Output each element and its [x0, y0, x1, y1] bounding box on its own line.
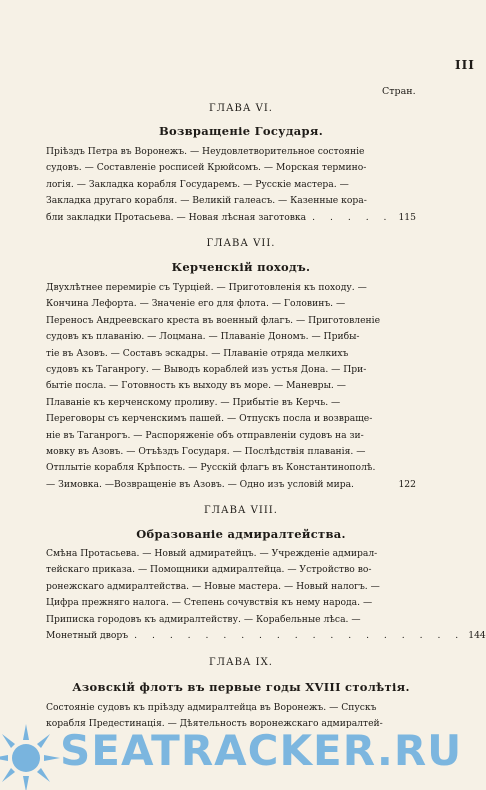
chapter-6-line: Закладка другаго корабля. — Великій галеасъ. — Казенные кора-: [46, 195, 367, 207]
chapter-7-line: Переговоры съ керченскимъ пашей. — Отпускъ посла и возвраще-: [46, 413, 373, 425]
chapter-6-line: Пріѣздъ Петра въ Воронежъ. — Неудовлетворительное состояніе: [46, 146, 365, 157]
chapter-7-last-line: [46, 477, 416, 493]
chapter-8-line: Приписка городовъ къ адмиралтейству. — Корабельные лѣса. —: [46, 613, 361, 625]
chapter-8-line: Монетный дворъ: [46, 630, 129, 642]
chapter-7-line: Отплытіе корабля Крѣпость. — Русскій флагъ въ Константинополѣ.: [46, 462, 376, 474]
chapter-8-contents: [46, 546, 486, 644]
chapter-8-line: Смѣна Протасьева. — Новый адмиратейцъ. — Учрежденіе адмирал-: [46, 548, 378, 559]
chapter-7-line: Двухлѣтнее перемиріе съ Турціей. — Приготовленія къ походу. —: [46, 282, 367, 293]
page-column-label: Стран.: [382, 86, 416, 97]
chapter-6-last-line: [46, 210, 416, 226]
page-number: III: [455, 58, 475, 72]
chapter-7-line: судовъ къ Таганрогу. — Выводъ кораблей изъ устья Дона. — При-: [46, 364, 367, 376]
chapter-9-line: корабля Предестинація. — Дѣятельность воронежскаго адмиралтей-: [46, 718, 383, 730]
chapter-8-line: тейскаго приказа. — Помощники адмиралтейца. — Устройство во-: [46, 564, 372, 576]
chapter-8-page: 144: [468, 630, 486, 642]
chapter-8-title: Образованіе адмиралтейства.: [136, 527, 346, 541]
chapter-7-line: — Зимовка. —Возвращеніе въ Азовъ. — Одно изъ условій мира.: [46, 478, 354, 490]
chapter-6-line: судовъ. — Составленіе росписей Крюйсомъ. — Морская термино-: [46, 162, 367, 174]
chapter-6-heading: ГЛАВА VI.: [209, 103, 273, 114]
chapter-7-heading: ГЛАВА VII.: [206, 238, 276, 249]
chapter-6-line: бли закладки Протасьева. — Новая лѣсная заготовка: [46, 211, 307, 223]
chapter-9-line: Состояніе судовъ къ пріѣзду адмиралтейца въ Воронежъ. — Спускъ: [46, 702, 377, 713]
chapter-8-last-line: [46, 628, 486, 644]
chapter-7-line: судовъ къ плаванію. — Лоцмана. — Плаваніе Дономъ. — Прибы-: [46, 331, 360, 343]
leader-dots: . . . . . . . . . . . . . . . . . . .: [134, 630, 465, 642]
chapter-7-line: тіе въ Азовъ. — Составъ эскадры. — Плаваніе отряда мелкихъ: [46, 347, 349, 359]
chapter-6-page: 115: [398, 211, 416, 223]
chapter-7-contents: [46, 280, 416, 493]
chapter-9-title: Азовскій флотъ въ первые годы XVIII столѣтія.: [72, 680, 410, 694]
chapter-7-line: бытіе посла. — Готовность къ выходу въ море. — Маневры. —: [46, 380, 346, 392]
chapter-7-line: Переносъ Андреевскаго креста въ военный флагъ. — Приготовленіе: [46, 314, 381, 326]
chapter-7-title: Керченскій походъ.: [171, 260, 311, 274]
chapter-8-line: ронежскаго адмиралтейства. — Новые мастера. — Новый налогъ. —: [46, 580, 380, 592]
chapter-7-page: 122: [398, 478, 416, 490]
chapter-7-line: Плаваніе къ керченскому проливу. — Прибытіе въ Керчь. —: [46, 396, 341, 408]
chapter-8-line: Цифра прежняго налога. — Степень сочувствія къ нему народа. —: [46, 597, 373, 609]
chapter-6-contents: [46, 144, 416, 226]
leader-dots: . . . . .: [312, 211, 393, 223]
chapter-7-line: мовку въ Азовъ. — Отъѣздъ Государя. — Послѣдствія плаванія. —: [46, 446, 366, 458]
chapter-6-line: логія. — Закладка корабля Государемъ. — Русскіе мастера. —: [46, 178, 349, 190]
chapter-6-title: Возвращеніе Государя.: [158, 124, 323, 138]
watermark: [0, 718, 482, 790]
chapter-9-heading: ГЛАВА IX.: [209, 657, 273, 668]
watermark-text: SEATRACKER.RU: [60, 726, 463, 775]
chapter-8-heading: ГЛАВА VIII.: [204, 505, 278, 516]
chapter-7-line: Кончина Лефорта. — Значеніе его для флота. — Головинъ. —: [46, 298, 346, 310]
chapter-7-line: ніе въ Таганрогъ. — Распоряженіе объ отправленіи судовъ на зи-: [46, 429, 364, 441]
